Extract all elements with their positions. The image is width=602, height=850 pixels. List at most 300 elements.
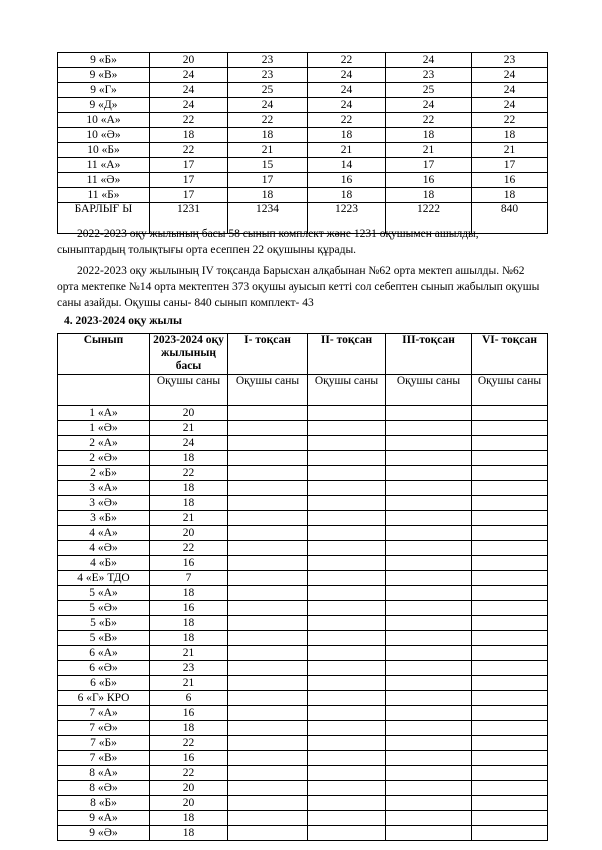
empty-quarter-cell: [228, 526, 308, 541]
student-count-cell: 18: [150, 128, 228, 143]
empty-quarter-cell: [228, 541, 308, 556]
class-name-cell: 11 «Ә»: [58, 173, 150, 188]
empty-quarter-cell: [228, 721, 308, 736]
class-name-cell: 11 «Б»: [58, 188, 150, 203]
empty-quarter-cell: [308, 631, 386, 646]
empty-quarter-cell: [308, 826, 386, 841]
empty-quarter-cell: [472, 421, 548, 436]
total-count-cell: 840: [472, 203, 548, 234]
student-count-cell: 20: [150, 53, 228, 68]
class-name-cell: 6 «Б»: [58, 676, 150, 691]
student-count-cell: 21: [150, 511, 228, 526]
class-name-cell: 9 «Ә»: [58, 826, 150, 841]
table-row: [58, 406, 548, 421]
empty-quarter-cell: [472, 511, 548, 526]
student-count-cell: 16: [150, 706, 228, 721]
empty-quarter-cell: [308, 676, 386, 691]
empty-quarter-cell: [308, 436, 386, 451]
empty-quarter-cell: [308, 751, 386, 766]
table-row: [58, 676, 548, 691]
total-count-cell: 1222: [386, 203, 472, 234]
empty-quarter-cell: [472, 586, 548, 601]
empty-quarter-cell: [472, 496, 548, 511]
empty-quarter-cell: [386, 466, 472, 481]
student-count-cell: 24: [150, 98, 228, 113]
class-name-cell: 4 «Е» ТДО: [58, 571, 150, 586]
empty-quarter-cell: [308, 451, 386, 466]
student-count-cell: 21: [228, 143, 308, 158]
class-name-cell: 4 «Б»: [58, 556, 150, 571]
student-count-cell: 18: [150, 496, 228, 511]
class-name-cell: 7 «Б»: [58, 736, 150, 751]
table-row: [58, 158, 548, 173]
table-row: [58, 128, 548, 143]
empty-quarter-cell: [228, 406, 308, 421]
class-name-cell: 2 «А»: [58, 436, 150, 451]
class-name-cell: 10 «Ә»: [58, 128, 150, 143]
student-count-cell: 22: [150, 113, 228, 128]
empty-quarter-cell: [386, 811, 472, 826]
empty-quarter-cell: [386, 436, 472, 451]
empty-quarter-cell: [228, 676, 308, 691]
empty-quarter-cell: [228, 781, 308, 796]
empty-quarter-cell: [228, 616, 308, 631]
empty-quarter-cell: [308, 811, 386, 826]
table-row: [58, 188, 548, 203]
class-name-cell: 9 «Г»: [58, 83, 150, 98]
empty-quarter-cell: [386, 421, 472, 436]
empty-quarter-cell: [386, 496, 472, 511]
table-row: [58, 143, 548, 158]
empty-quarter-cell: [472, 811, 548, 826]
student-count-cell: 18: [150, 616, 228, 631]
empty-quarter-cell: [308, 421, 386, 436]
empty-quarter-cell: [308, 526, 386, 541]
student-count-cell: 17: [150, 188, 228, 203]
class-name-cell: 10 «Б»: [58, 143, 150, 158]
table-row: [58, 601, 548, 616]
empty-quarter-cell: [472, 466, 548, 481]
student-count-cell: 18: [150, 826, 228, 841]
student-count-cell: 21: [386, 143, 472, 158]
student-count-cell: 21: [308, 143, 386, 158]
class-count-table-2023: [57, 333, 548, 841]
student-count-cell: 18: [150, 811, 228, 826]
student-count-cell: 22: [150, 143, 228, 158]
empty-quarter-cell: [228, 646, 308, 661]
subheader-quarter-4: Оқушы саны: [472, 375, 548, 406]
empty-quarter-cell: [228, 481, 308, 496]
table2-body: [58, 406, 548, 841]
empty-quarter-cell: [308, 496, 386, 511]
empty-quarter-cell: [228, 796, 308, 811]
empty-quarter-cell: [472, 481, 548, 496]
total-count-cell: 1223: [308, 203, 386, 234]
table-row: [58, 766, 548, 781]
empty-quarter-cell: [386, 721, 472, 736]
student-count-cell: 22: [386, 113, 472, 128]
empty-quarter-cell: [472, 676, 548, 691]
empty-quarter-cell: [228, 766, 308, 781]
student-count-cell: 23: [150, 661, 228, 676]
empty-quarter-cell: [386, 631, 472, 646]
class-name-cell: 6 «Ә»: [58, 661, 150, 676]
student-count-cell: 18: [150, 631, 228, 646]
table-row: [58, 706, 548, 721]
empty-quarter-cell: [386, 691, 472, 706]
empty-quarter-cell: [228, 601, 308, 616]
empty-quarter-cell: [308, 616, 386, 631]
student-count-cell: 16: [150, 601, 228, 616]
table-row: [58, 481, 548, 496]
empty-quarter-cell: [308, 586, 386, 601]
table-row: [58, 68, 548, 83]
header-quarter-3: III-тоқсан: [386, 334, 472, 375]
empty-quarter-cell: [308, 706, 386, 721]
student-count-cell: 18: [308, 188, 386, 203]
student-count-cell: 22: [150, 541, 228, 556]
student-count-cell: 23: [386, 68, 472, 83]
class-name-cell: 9 «Б»: [58, 53, 150, 68]
table-row: [58, 796, 548, 811]
header-quarter-4: VI- тоқсан: [472, 334, 548, 375]
empty-quarter-cell: [228, 586, 308, 601]
student-count-cell: 7: [150, 571, 228, 586]
table-row: [58, 98, 548, 113]
empty-quarter-cell: [308, 781, 386, 796]
student-count-cell: 18: [308, 128, 386, 143]
class-name-cell: 9 «В»: [58, 68, 150, 83]
student-count-cell: 16: [150, 556, 228, 571]
student-count-cell: 24: [308, 68, 386, 83]
empty-quarter-cell: [472, 796, 548, 811]
student-count-cell: 17: [472, 158, 548, 173]
empty-quarter-cell: [472, 721, 548, 736]
empty-quarter-cell: [386, 826, 472, 841]
class-name-cell: 6 «Г» КРО: [58, 691, 150, 706]
class-name-cell: 1 «Ә»: [58, 421, 150, 436]
empty-quarter-cell: [472, 616, 548, 631]
table-row: [58, 586, 548, 601]
class-name-cell: 5 «Б»: [58, 616, 150, 631]
empty-quarter-cell: [472, 541, 548, 556]
subheader-quarter-2: Оқушы саны: [308, 375, 386, 406]
student-count-cell: 22: [308, 53, 386, 68]
student-count-cell: 16: [308, 173, 386, 188]
student-count-cell: 24: [150, 83, 228, 98]
empty-quarter-cell: [228, 811, 308, 826]
table-row: [58, 631, 548, 646]
table-row: [58, 496, 548, 511]
empty-quarter-cell: [386, 406, 472, 421]
empty-quarter-cell: [386, 661, 472, 676]
table-row: [58, 751, 548, 766]
empty-quarter-cell: [386, 526, 472, 541]
student-count-cell: 20: [150, 406, 228, 421]
empty-quarter-cell: [386, 676, 472, 691]
student-count-cell: 18: [228, 128, 308, 143]
empty-quarter-cell: [308, 601, 386, 616]
empty-quarter-cell: [228, 706, 308, 721]
empty-quarter-cell: [472, 826, 548, 841]
student-count-cell: 17: [386, 158, 472, 173]
class-name-cell: 9 «А»: [58, 811, 150, 826]
student-count-cell: 22: [150, 736, 228, 751]
total-count-cell: 1231: [150, 203, 228, 234]
empty-quarter-cell: [228, 496, 308, 511]
student-count-cell: 18: [386, 188, 472, 203]
empty-quarter-cell: [472, 706, 548, 721]
empty-quarter-cell: [472, 781, 548, 796]
empty-quarter-cell: [308, 721, 386, 736]
empty-quarter-cell: [472, 436, 548, 451]
table-row: [58, 173, 548, 188]
empty-quarter-cell: [228, 571, 308, 586]
empty-quarter-cell: [472, 451, 548, 466]
empty-quarter-cell: [386, 781, 472, 796]
student-count-cell: 20: [150, 796, 228, 811]
student-count-cell: 16: [150, 751, 228, 766]
student-count-cell: 21: [150, 646, 228, 661]
student-count-cell: 17: [150, 158, 228, 173]
student-count-cell: 18: [150, 721, 228, 736]
header-class: Сынып: [58, 334, 150, 375]
table-row: [58, 421, 548, 436]
student-count-cell: 24: [150, 436, 228, 451]
empty-quarter-cell: [308, 796, 386, 811]
table-row: [58, 826, 548, 841]
class-name-cell: 3 «Б»: [58, 511, 150, 526]
empty-quarter-cell: [386, 751, 472, 766]
student-count-cell: 21: [472, 143, 548, 158]
empty-quarter-cell: [228, 556, 308, 571]
total-count-cell: 1234: [228, 203, 308, 234]
empty-quarter-cell: [472, 736, 548, 751]
empty-quarter-cell: [308, 661, 386, 676]
table-row: [58, 781, 548, 796]
student-count-cell: 24: [308, 98, 386, 113]
table1-body: [58, 53, 548, 234]
empty-quarter-cell: [228, 661, 308, 676]
table-row: [58, 113, 548, 128]
student-count-cell: 22: [228, 113, 308, 128]
total-label-cell: БАРЛЫҒ Ы: [58, 203, 150, 234]
class-name-cell: 11 «А»: [58, 158, 150, 173]
class-name-cell: 8 «Ә»: [58, 781, 150, 796]
empty-quarter-cell: [386, 541, 472, 556]
student-count-cell: 21: [150, 676, 228, 691]
empty-quarter-cell: [386, 481, 472, 496]
empty-quarter-cell: [386, 571, 472, 586]
class-name-cell: 4 «А»: [58, 526, 150, 541]
empty-quarter-cell: [472, 526, 548, 541]
table-row: [58, 436, 548, 451]
empty-quarter-cell: [228, 751, 308, 766]
empty-quarter-cell: [386, 706, 472, 721]
student-count-cell: 18: [228, 188, 308, 203]
class-name-cell: 9 «Д»: [58, 98, 150, 113]
subheader-quarter-1: Оқушы саны: [228, 375, 308, 406]
table-row: [58, 691, 548, 706]
section-title: 4. 2023-2024 оқу жылы: [64, 315, 182, 327]
student-count-cell: 23: [472, 53, 548, 68]
empty-quarter-cell: [308, 466, 386, 481]
table-row: [58, 511, 548, 526]
empty-quarter-cell: [472, 556, 548, 571]
empty-quarter-cell: [228, 736, 308, 751]
class-name-cell: 4 «Ә»: [58, 541, 150, 556]
student-count-cell: 17: [150, 173, 228, 188]
empty-quarter-cell: [472, 571, 548, 586]
table-row: [58, 526, 548, 541]
student-count-cell: 24: [386, 53, 472, 68]
table-row: [58, 83, 548, 98]
empty-quarter-cell: [308, 571, 386, 586]
class-name-cell: 5 «В»: [58, 631, 150, 646]
class-name-cell: 7 «Ә»: [58, 721, 150, 736]
student-count-cell: 18: [150, 451, 228, 466]
table-row: [58, 661, 548, 676]
class-name-cell: 3 «А»: [58, 481, 150, 496]
class-name-cell: 7 «В»: [58, 751, 150, 766]
empty-quarter-cell: [386, 616, 472, 631]
empty-quarter-cell: [228, 421, 308, 436]
class-name-cell: 6 «А»: [58, 646, 150, 661]
empty-quarter-cell: [472, 646, 548, 661]
student-count-cell: 24: [472, 68, 548, 83]
student-count-cell: 16: [386, 173, 472, 188]
student-count-cell: 18: [472, 188, 548, 203]
empty-quarter-cell: [308, 511, 386, 526]
empty-quarter-cell: [228, 826, 308, 841]
student-count-cell: 25: [228, 83, 308, 98]
empty-quarter-cell: [228, 436, 308, 451]
student-count-cell: 20: [150, 781, 228, 796]
class-name-cell: 1 «А»: [58, 406, 150, 421]
student-count-cell: 23: [228, 68, 308, 83]
table-row: [58, 646, 548, 661]
student-count-cell: 22: [150, 466, 228, 481]
paragraph-school-opening: 2022-2023 оқу жылының IV тоқсанда Барысхан алқабынан №62 орта мектеп ашылды. №62 орта мектепке №14 орта мектептен 373 оқушы ауысып кетті сол себептен сынып жабылып оқушы саны азайды. Оқушы саны- 840 сынып комплект- 43: [57, 265, 540, 309]
class-name-cell: 5 «Ә»: [58, 601, 150, 616]
student-count-cell: 15: [228, 158, 308, 173]
student-count-cell: 18: [386, 128, 472, 143]
empty-quarter-cell: [472, 631, 548, 646]
empty-quarter-cell: [228, 466, 308, 481]
empty-quarter-cell: [386, 586, 472, 601]
student-count-cell: 17: [228, 173, 308, 188]
table-row: [58, 466, 548, 481]
empty-quarter-cell: [228, 511, 308, 526]
student-count-cell: 14: [308, 158, 386, 173]
student-count-cell: 23: [228, 53, 308, 68]
table-row: [58, 721, 548, 736]
table2-subheader-row: [58, 375, 548, 406]
student-count-cell: 24: [472, 83, 548, 98]
class-name-cell: 8 «А»: [58, 766, 150, 781]
student-count-cell: 24: [308, 83, 386, 98]
subheader-class: [58, 375, 150, 406]
empty-quarter-cell: [228, 691, 308, 706]
class-name-cell: 2 «Ә»: [58, 451, 150, 466]
class-name-cell: 7 «А»: [58, 706, 150, 721]
class-name-cell: 2 «Б»: [58, 466, 150, 481]
empty-quarter-cell: [472, 661, 548, 676]
empty-quarter-cell: [386, 511, 472, 526]
empty-quarter-cell: [386, 601, 472, 616]
empty-quarter-cell: [472, 751, 548, 766]
empty-quarter-cell: [308, 646, 386, 661]
student-count-cell: 20: [150, 526, 228, 541]
student-count-cell: 22: [150, 766, 228, 781]
empty-quarter-cell: [308, 481, 386, 496]
empty-quarter-cell: [308, 736, 386, 751]
table-row: [58, 53, 548, 68]
empty-quarter-cell: [308, 556, 386, 571]
empty-quarter-cell: [228, 631, 308, 646]
header-quarter-2: II- тоқсан: [308, 334, 386, 375]
student-count-cell: 18: [150, 586, 228, 601]
class-name-cell: 3 «Ә»: [58, 496, 150, 511]
table-row: [58, 451, 548, 466]
student-count-cell: 24: [472, 98, 548, 113]
empty-quarter-cell: [386, 451, 472, 466]
table-row: [58, 556, 548, 571]
empty-quarter-cell: [472, 406, 548, 421]
empty-quarter-cell: [472, 766, 548, 781]
paragraph-year-start: 2022-2023 оқу жылының басы 58 сынып комплект және 1231 оқушымен ашылды, сыныптардың толықтығы орта есеппен 22 оқушыны құрады.: [57, 228, 479, 256]
subheader-year-start: Оқушы саны: [150, 375, 228, 406]
table-row: [58, 616, 548, 631]
table-row: [58, 541, 548, 556]
empty-quarter-cell: [386, 736, 472, 751]
empty-quarter-cell: [308, 691, 386, 706]
student-count-cell: 21: [150, 421, 228, 436]
empty-quarter-cell: [308, 766, 386, 781]
empty-quarter-cell: [228, 451, 308, 466]
student-count-cell: 24: [386, 98, 472, 113]
student-count-cell: 24: [150, 68, 228, 83]
student-count-cell: 25: [386, 83, 472, 98]
empty-quarter-cell: [472, 601, 548, 616]
class-name-cell: 10 «А»: [58, 113, 150, 128]
student-count-cell: 16: [472, 173, 548, 188]
empty-quarter-cell: [386, 556, 472, 571]
class-name-cell: 5 «А»: [58, 586, 150, 601]
header-year-start: 2023-2024 оқу жылының басы: [150, 334, 228, 375]
class-name-cell: 8 «Б»: [58, 796, 150, 811]
empty-quarter-cell: [472, 691, 548, 706]
table2-header-row: [58, 334, 548, 375]
student-count-cell: 22: [472, 113, 548, 128]
student-count-cell: 6: [150, 691, 228, 706]
empty-quarter-cell: [308, 541, 386, 556]
student-count-cell: 18: [472, 128, 548, 143]
empty-quarter-cell: [308, 406, 386, 421]
header-quarter-1: I- тоқсан: [228, 334, 308, 375]
empty-quarter-cell: [386, 766, 472, 781]
class-count-table-2022: [57, 52, 548, 234]
student-count-cell: 24: [228, 98, 308, 113]
table-row: [58, 736, 548, 751]
student-count-cell: 22: [308, 113, 386, 128]
table-row: [58, 811, 548, 826]
subheader-quarter-3: Оқушы саны: [386, 375, 472, 406]
table-row: [58, 571, 548, 586]
empty-quarter-cell: [386, 646, 472, 661]
student-count-cell: 18: [150, 481, 228, 496]
empty-quarter-cell: [386, 796, 472, 811]
